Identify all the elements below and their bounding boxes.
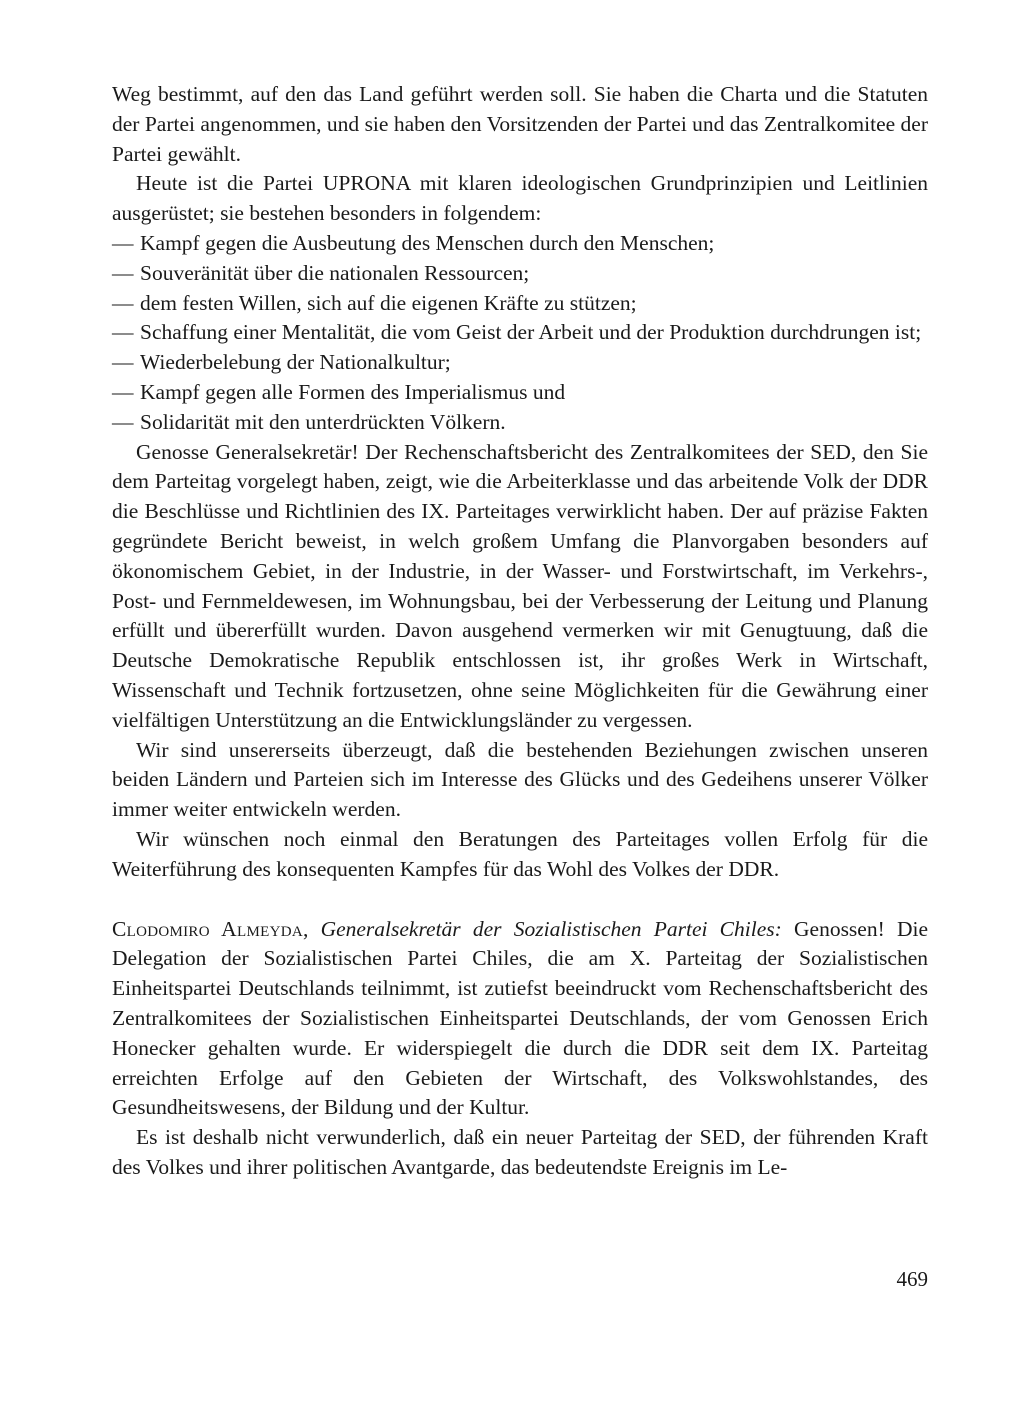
paragraph-continuation: Weg bestimmt, auf den das Land geführt werden soll. Sie haben die Charta und die Statuten der Partei angenommen, und sie haben den Vorsitzenden der Partei und das Zentralkomitee der Partei gewählt. (112, 82, 928, 166)
list-dash: — (112, 409, 134, 434)
list-item (112, 229, 928, 259)
speaker-title: Generalsekretär der Sozialistischen Partei Chiles: (320, 916, 782, 941)
speech-text: Genossen! Die Delegation der Sozialistischen Partei Chiles, die am X. Parteitag der Sozialistischen Einheitspartei Deutschlands teilnimmt, ist zutiefst beeindruckt vom Rechenschaftsbericht des Zentralkomitees der Sozialistischen Einheitspartei Deutschlands, der vom Genossen Erich Honecker gehalten wurde. Er widerspiegelt die durch die DDR seit dem IX. Parteitag erreichten Erfolge auf den Gebieten der Wirtschaft, des Volkswohlstandes, des Gesundheitswesens, der Bildung und der Kultur. (112, 916, 928, 1120)
paragraph-report-review: Genosse Generalsekretär! Der Rechenschaftsbericht des Zentralkomitees der SED, den Sie dem Parteitag vorgelegt haben, zeigt, wie die Arbeiterklasse und das arbeitende Volk der DDR die Beschlüsse und Richtlinien des IX. Parteitages verwirklicht haben. Der auf präzise Fakten gegründete Bericht beweist, in welch großem Umfang die Planvorgaben besonders auf ökonomischem Gebiet, in der Industrie, in der Wasser- und Forstwirtschaft, im Verkehrs-, Post- und Fernmeldewesen, im Wohnungsbau, bei der Verbesserung der Leitung und Planung erfüllt und übererfüllt wurden. Davon ausgehend vermerken wir mit Genugtuung, daß die Deutsche Demokratische Republik entschlossen ist, ihr großes Werk in Wirtschaft, Wissenschaft und Technik fortzusetzen, ohne seine Möglichkeiten für die Gewährung einer vielfältigen Unterstützung an die Entwicklungsländer zu vergessen. (112, 439, 928, 732)
list-dash: — (112, 320, 134, 345)
page-number: 469 (896, 1267, 928, 1291)
speaker-separator: , (302, 916, 321, 941)
list-item (112, 289, 928, 319)
list-item (112, 318, 928, 348)
paragraph-wishes: Wir wünschen noch einmal den Beratungen des Parteitages vollen Erfolg für die Weiterführung des konsequenten Kampfes für das Wohl des Volkes der DDR. (112, 826, 928, 881)
list-item-text: Wiederbelebung der Nationalkultur; (140, 350, 451, 375)
list-item (112, 378, 928, 408)
list-dash: — (112, 350, 134, 375)
list-item-text: Kampf gegen alle Formen des Imperialismus und (140, 379, 566, 404)
list-item-text: Souveränität über die nationalen Ressourcen; (140, 260, 530, 285)
list-item (112, 259, 928, 289)
list-dash: — (112, 260, 134, 285)
list-dash: — (112, 290, 134, 315)
speaker-name: Clodomiro Almeyda (112, 916, 303, 941)
paragraph-sed-event: Es ist deshalb nicht verwunderlich, daß ein neuer Parteitag der SED, der führenden Kraft des Volkes und ihrer politischen Avantgarde, das bedeutendste Ereignis im Le- (112, 1125, 928, 1179)
list-item-text: Kampf gegen die Ausbeutung des Menschen durch den Menschen; (140, 230, 715, 255)
paragraph-almeyda-speech (112, 915, 928, 1124)
list-dash: — (112, 379, 134, 404)
section-spacer (112, 885, 928, 915)
document-page (112, 80, 928, 1183)
list-item-text: Solidarität mit den unterdrückten Völkern. (140, 409, 506, 434)
list-item (112, 348, 928, 378)
list-item-text: Schaffung einer Mentalität, die vom Geist der Arbeit und der Produktion durchdrungen ist; (140, 320, 922, 345)
list-item-text: dem festen Willen, sich auf die eigenen Kräfte zu stützen; (140, 290, 637, 315)
list-item (112, 408, 928, 438)
principles-list (112, 229, 928, 438)
paragraph-relations: Wir sind unsererseits überzeugt, daß die bestehenden Beziehungen zwischen unseren beiden Ländern und Parteien sich im Interesse des Glücks und des Gedeihens unserer Völker immer weiter entwickeln werden. (112, 737, 928, 822)
list-dash: — (112, 230, 134, 255)
paragraph-uprona-principles: Heute ist die Partei UPRONA mit klaren ideologischen Grundprinzipien und Leitlinien ausgerüstet; sie bestehen besonders in folgendem: (112, 171, 928, 226)
